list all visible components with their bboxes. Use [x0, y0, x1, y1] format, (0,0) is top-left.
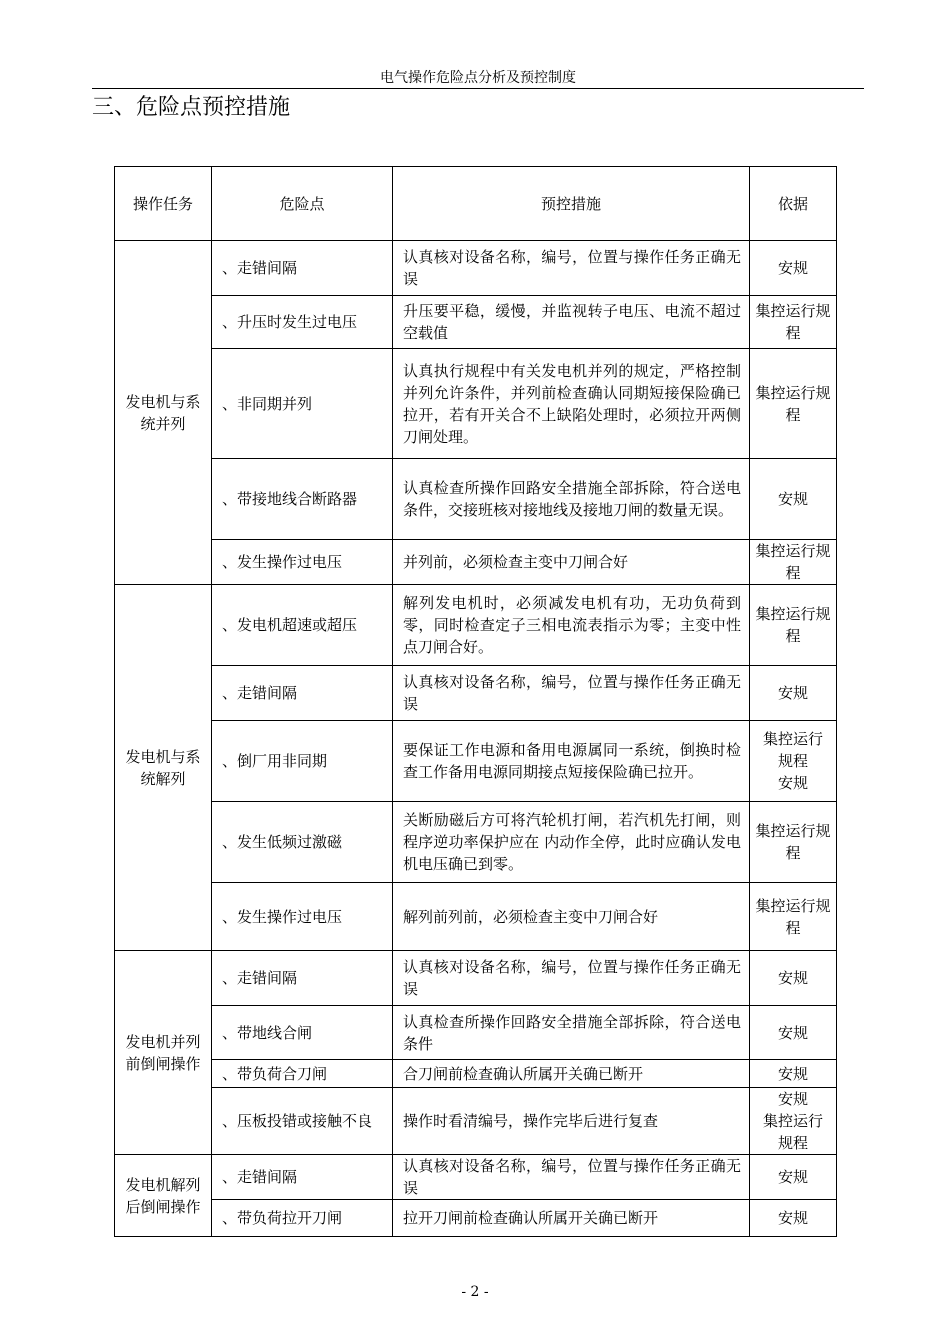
hazard-cell: 、带接地线合断路器: [212, 459, 393, 540]
hazard-cell: 、走错间隔: [212, 1155, 393, 1200]
basis-cell: 集控运行规程: [750, 540, 837, 585]
table-row: [115, 459, 837, 540]
measure-cell: 要保证工作电源和备用电源属同一系统，倒换时检查工作备用电源同期接点短接保险确已拉开。: [393, 721, 750, 802]
measure-cell: 拉开刀闸前检查确认所属开关确已断开: [393, 1200, 750, 1237]
header-hazard: 危险点: [212, 167, 393, 241]
basis-cell: 安规: [750, 951, 837, 1006]
table-row: [115, 951, 837, 1006]
table-header-row: [115, 167, 837, 241]
table-row: [115, 296, 837, 349]
hazard-cell: 、带地线合闸: [212, 1006, 393, 1060]
hazard-cell: 、带负荷合刀闸: [212, 1060, 393, 1088]
hazard-cell: 、发生操作过电压: [212, 883, 393, 951]
table-row: [115, 1200, 837, 1237]
measure-cell: 解列前列前，必须检查主变中刀闸合好: [393, 883, 750, 951]
basis-cell: 安规: [750, 1006, 837, 1060]
measure-cell: 认真执行规程中有关发电机并列的规定，严格控制并列允许条件，并列前检查确认同期短接保险确已拉开，若有开关合不上缺陷处理时，必须拉开两侧刀闸处理。: [393, 349, 750, 459]
hazard-cell: 、走错间隔: [212, 951, 393, 1006]
header-basis: 依据: [750, 167, 837, 241]
section-title: 三、危险点预控措施: [92, 95, 291, 120]
hazard-control-table: [114, 166, 837, 1237]
measure-cell: 解列发电机时，必须减发电机有功，无功负荷到零，同时检查定子三相电流表指示为零；主变中性点刀闸合好。: [393, 585, 750, 666]
basis-cell: 集控运行 规程 安规: [750, 721, 837, 802]
basis-cell: 集控运行规程: [750, 349, 837, 459]
task-cell: 发电机与系统解列: [115, 585, 212, 951]
basis-cell: 集控运行规程: [750, 802, 837, 883]
measure-cell: 认真核对设备名称，编号，位置与操作任务正确无误: [393, 241, 750, 296]
basis-cell: 安规: [750, 1200, 837, 1237]
measure-cell: 认真检查所操作回路安全措施全部拆除，符合送电条件，交接班核对接地线及接地刀闸的数量无误。: [393, 459, 750, 540]
measure-cell: 并列前，必须检查主变中刀闸合好: [393, 540, 750, 585]
measure-cell: 关断励磁后方可将汽轮机打闸，若汽机先打闸，则程序逆功率保护应在 内动作全停，此时应确认发电机电压确已到零。: [393, 802, 750, 883]
hazard-cell: 、发生低频过激磁: [212, 802, 393, 883]
page-number: - 2 -: [461, 1284, 489, 1300]
table-row: [115, 585, 837, 666]
basis-cell: 安规: [750, 1060, 837, 1088]
table-row: [115, 1155, 837, 1200]
table-row: [115, 349, 837, 459]
task-cell: 发电机与系统并列: [115, 241, 212, 585]
task-cell: 发电机解列后倒闸操作: [115, 1155, 212, 1237]
header-task: 操作任务: [115, 167, 212, 241]
table-row: [115, 540, 837, 585]
hazard-cell: 、带负荷拉开刀闸: [212, 1200, 393, 1237]
hazard-cell: 、发生操作过电压: [212, 540, 393, 585]
table-row: [115, 1006, 837, 1060]
header-measure: 预控措施: [393, 167, 750, 241]
task-cell: 发电机并列前倒闸操作: [115, 951, 212, 1155]
basis-cell: 安规: [750, 666, 837, 721]
table-row: [115, 802, 837, 883]
table-row: [115, 241, 837, 296]
table-row: [115, 1060, 837, 1088]
measure-cell: 认真核对设备名称，编号，位置与操作任务正确无误: [393, 951, 750, 1006]
hazard-cell: 、走错间隔: [212, 241, 393, 296]
hazard-cell: 、倒厂用非同期: [212, 721, 393, 802]
measure-cell: 认真核对设备名称，编号，位置与操作任务正确无误: [393, 666, 750, 721]
basis-cell: 集控运行规程: [750, 296, 837, 349]
basis-cell: 安规: [750, 1155, 837, 1200]
header-rule: [92, 88, 864, 89]
hazard-cell: 、发电机超速或超压: [212, 585, 393, 666]
hazard-cell: 、升压时发生过电压: [212, 296, 393, 349]
hazard-cell: 、非同期并列: [212, 349, 393, 459]
basis-cell: 集控运行规程: [750, 585, 837, 666]
basis-cell: 安规 集控运行 规程: [750, 1088, 837, 1155]
table-row: [115, 721, 837, 802]
measure-cell: 操作时看清编号，操作完毕后进行复查: [393, 1088, 750, 1155]
basis-cell: 安规: [750, 459, 837, 540]
measure-cell: 合刀闸前检查确认所属开关确已断开: [393, 1060, 750, 1088]
hazard-cell: 、走错间隔: [212, 666, 393, 721]
basis-cell: 集控运行规程: [750, 883, 837, 951]
table-row: [115, 666, 837, 721]
table-row: [115, 883, 837, 951]
measure-cell: 升压要平稳，缓慢，并监视转子电压、电流不超过空载值: [393, 296, 750, 349]
page-header: 电气操作危险点分析及预控制度: [380, 70, 576, 86]
hazard-cell: 、压板投错或接触不良: [212, 1088, 393, 1155]
measure-cell: 认真检查所操作回路安全措施全部拆除，符合送电条件: [393, 1006, 750, 1060]
table-row: [115, 1088, 837, 1155]
basis-cell: 安规: [750, 241, 837, 296]
measure-cell: 认真核对设备名称，编号，位置与操作任务正确无误: [393, 1155, 750, 1200]
